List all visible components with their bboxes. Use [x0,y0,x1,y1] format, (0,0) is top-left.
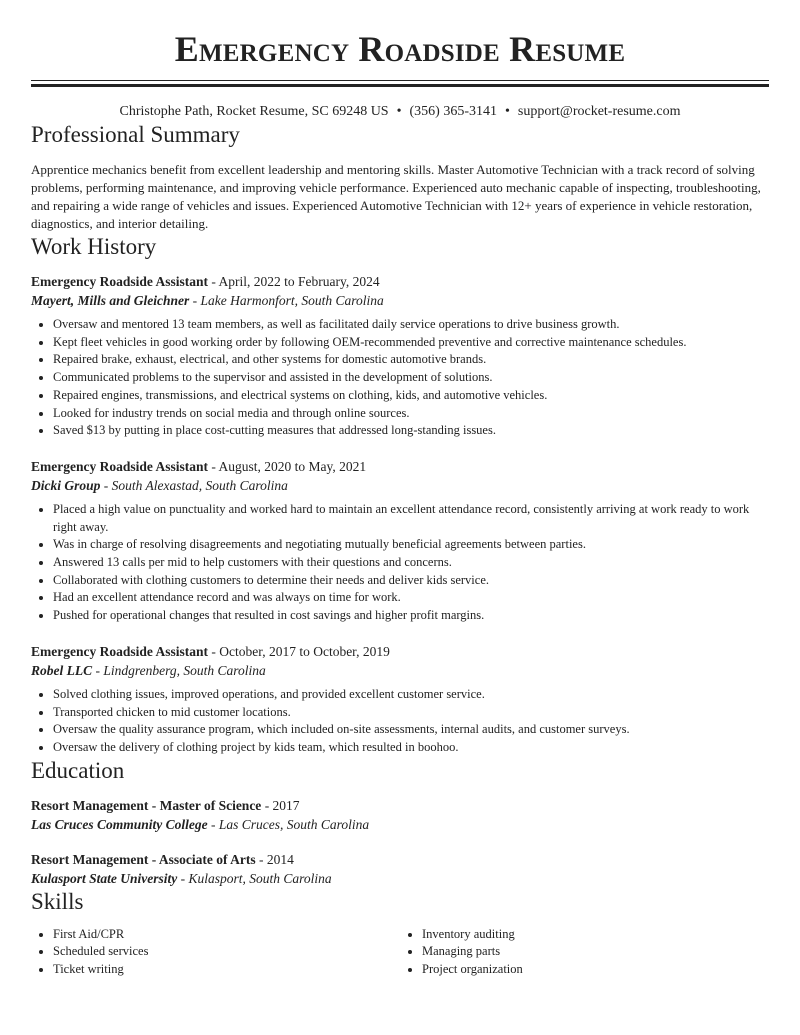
education-degree: Resort Management - Master of Science [31,797,262,813]
contact-phone: (356) 365-3141 [409,104,498,119]
contact-email: support@rocket-resume.com [517,104,681,119]
section-heading-work-history: Work History [31,234,157,259]
job-bullet: • Oversaw the delivery of clothing project by kids team, which resulted in boohoo. [53,739,769,757]
job-bullet: • Repaired brake, exhaust, electrical, and other systems for domestic automotive brands. [53,351,769,369]
education-school-line [31,869,769,888]
skill-item: • First Aid/CPR [53,926,400,944]
job-dates: - April, 2022 to February, 2024 [208,274,380,289]
job-title: Emergency Roadside Assistant [31,274,209,289]
job-bullets [31,686,769,757]
job-employer-line [31,661,769,680]
job-location: - South Alexastad, South Carolina [100,477,288,493]
bullet-separator: • [396,104,402,119]
education-entry [31,850,769,888]
job-employer-line [31,476,769,495]
education-location: - Kulasport, South Carolina [177,870,332,886]
section-heading-skills: Skills [31,888,84,914]
skill-item: • Ticket writing [53,961,400,979]
job-bullet: • Kept fleet vehicles in good working order by following OEM-recommended preventive and corrective maintenance schedules. [53,334,769,352]
education-degree: Resort Management - Associate of Arts [31,851,256,867]
job-header [31,642,769,661]
skills-column-right [400,926,769,979]
job-entry [31,272,769,440]
skill-item: • Inventory auditing [422,926,769,944]
header-divider-thin [31,80,769,81]
job-bullet: • Was in charge of resolving disagreements and negotiating mutually beneficial agreements between parties. [53,536,769,554]
education-year: - 2014 [255,851,294,867]
job-bullet: • Communicated problems to the supervisor and assisted in the development of solutions. [53,369,769,387]
contact-address: Christophe Path, Rocket Resume, SC 69248 US [119,104,389,119]
bullet-separator: • [505,104,510,119]
job-location: - Lake Harmonfort, South Carolina [189,293,384,308]
education-year: - 2017 [261,797,300,813]
education-school: Las Cruces Community College [31,816,208,832]
job-bullet: • Saved $13 by putting in place cost-cutting measures that addressed long-standing issues. [53,422,769,440]
job-header [31,272,769,291]
job-bullets [31,316,769,440]
job-company: Dicki Group [31,477,101,493]
job-entry [31,642,769,757]
education-entry [31,796,769,834]
education-school: Kulasport State University [31,870,178,886]
job-bullet: • Had an excellent attendance record and was always on time for work. [53,589,769,607]
job-bullet: • Pushed for operational changes that resulted in cost savings and higher profit margins. [53,607,769,625]
contact-line [31,103,769,121]
skill-item: • Managing parts [422,943,769,961]
section-heading-summary: Professional Summary [31,122,240,147]
job-company: Robel LLC [31,662,93,678]
job-bullet: • Placed a high value on punctuality and worked hard to maintain an excellent attendance record, consistently arriving at work ready to work right away. [53,501,769,536]
job-bullet: • Answered 13 calls per mid to help customers with their questions and concerns. [53,554,769,572]
job-bullet: • Transported chicken to mid customer locations. [53,704,769,722]
job-company: Mayert, Mills and Gleichner [31,293,190,308]
job-dates: - August, 2020 to May, 2021 [208,458,367,474]
job-location: - Lindgrenberg, South Carolina [92,662,266,678]
education-degree-line [31,796,769,815]
section-heading-education: Education [31,757,125,783]
education-school-line [31,815,769,834]
job-bullets [31,501,769,625]
job-bullet: • Looked for industry trends on social media and through online sources. [53,405,769,423]
job-entry [31,457,769,625]
job-bullet: • Repaired engines, transmissions, and electrical systems on clothing, kids, and automotive vehicles. [53,387,769,405]
job-title: Emergency Roadside Assistant [31,643,209,659]
job-bullet: • Collaborated with clothing customers to determine their needs and deliver kids service. [53,572,769,590]
header-divider-thick [31,84,769,87]
job-bullet: • Oversaw and mentored 13 team members, as well as facilitated daily service operations to drive business growth. [53,316,769,334]
education-location: - Las Cruces, South Carolina [207,816,370,832]
job-header [31,457,769,476]
skill-item: • Project organization [422,961,769,979]
summary-text: Apprentice mechanics benefit from excellent leadership and mentoring skills. Master Automotive Technician with a track record of solving problems, performing maintenance, and improving vehicle performance. Experienced auto mechanic capable of inspecting, troubleshooting, and repairing a wide range of vehicles and issues. Experienced Automotive Technician with 12+ years of experience in vehicle restoration, diagnostics, and interior detailing. [31,162,761,231]
resume-title: Emergency Roadside Resume [174,29,626,69]
job-title: Emergency Roadside Assistant [31,458,209,474]
job-bullet: • Solved clothing issues, improved operations, and provided excellent customer service. [53,686,769,704]
job-employer-line [31,291,769,310]
skills-column-left [31,926,400,979]
education-degree-line [31,850,769,869]
job-bullet: • Oversaw the quality assurance program, which included on-site assessments, internal audits, and customer surveys. [53,721,769,739]
skill-item: • Scheduled services [53,943,400,961]
skills-list [31,926,769,979]
job-dates: - October, 2017 to October, 2019 [208,643,390,659]
